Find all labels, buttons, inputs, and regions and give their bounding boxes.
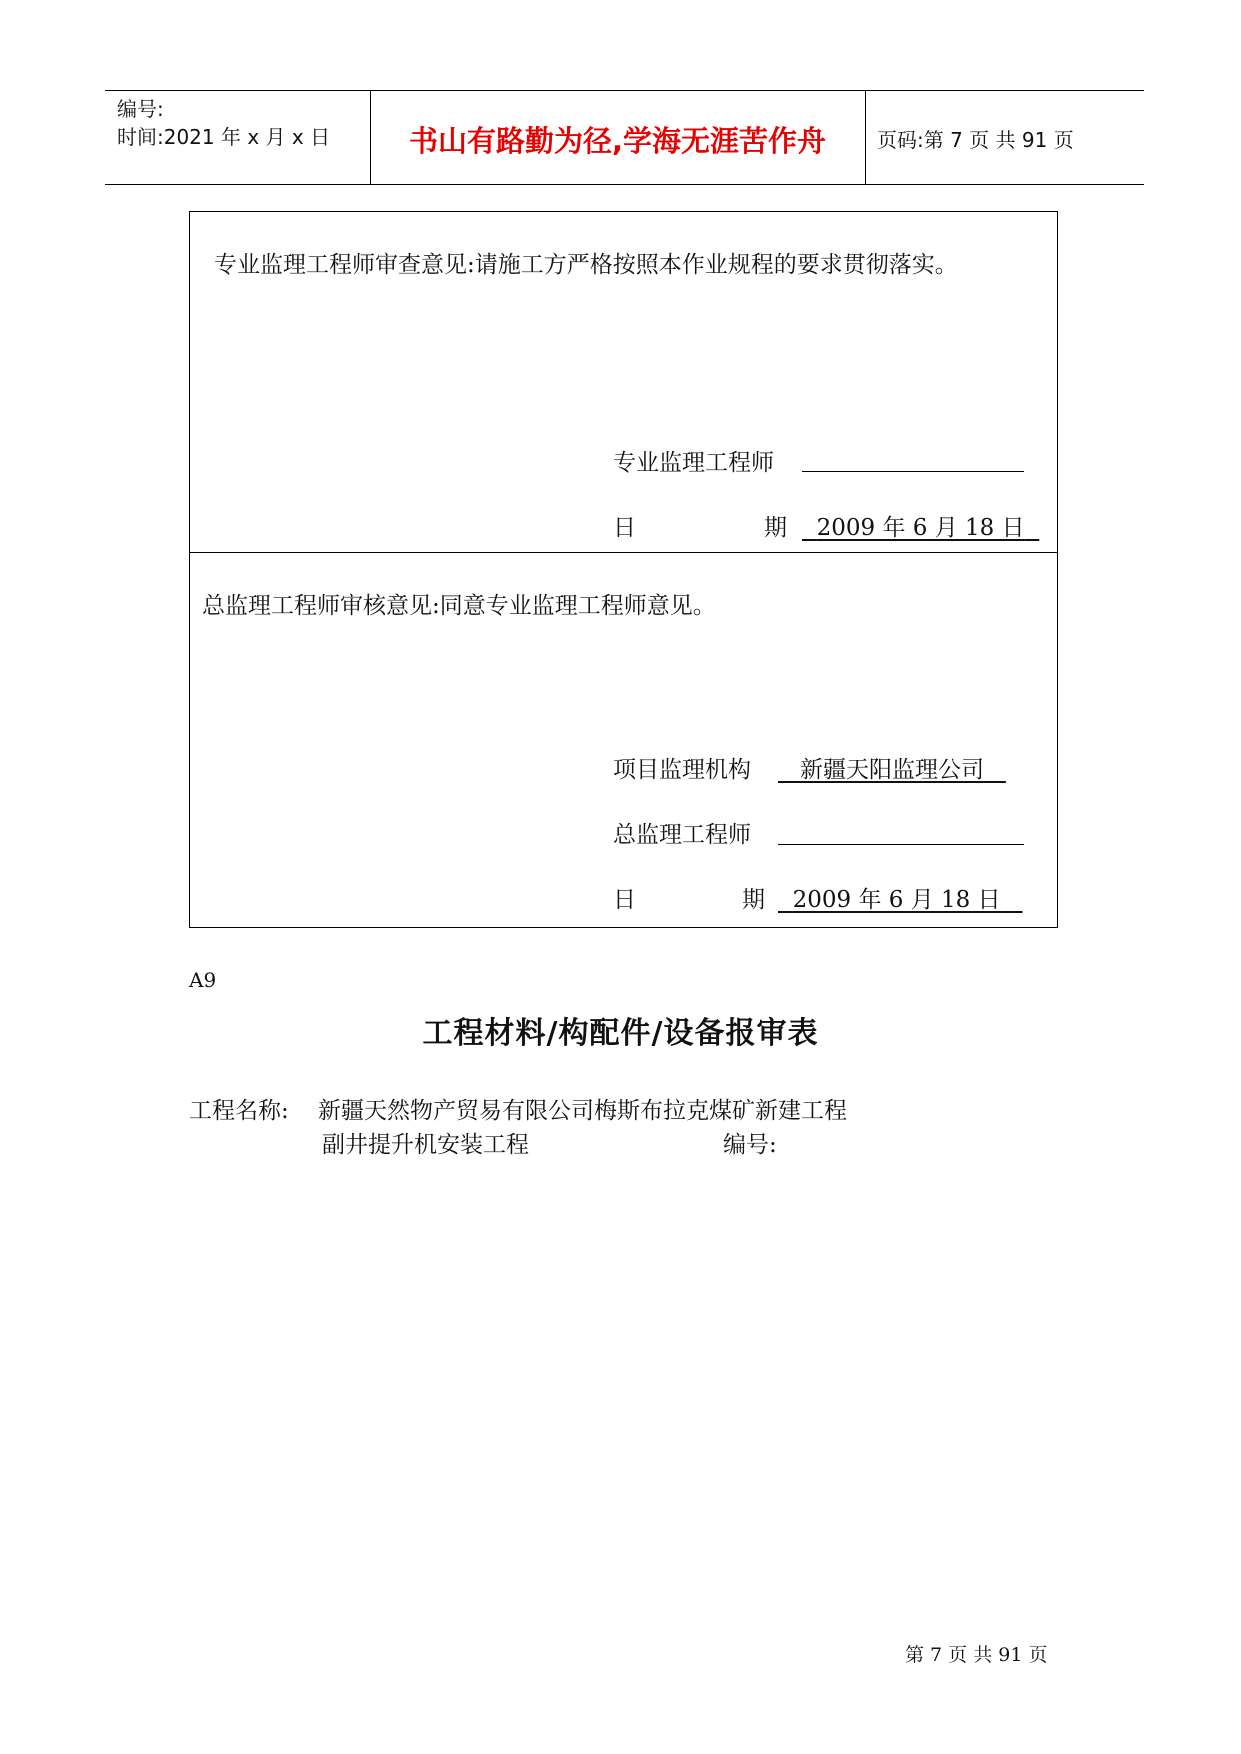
chief-date-label-ri: 日: [613, 887, 636, 913]
project-name-line1: 新疆天然物产贸易有限公司梅斯布拉克煤矿新建工程: [318, 1098, 847, 1124]
form-serial-label: 编号:: [723, 1132, 777, 1158]
chief-review-box: [189, 552, 1058, 928]
engineer-review-box: [189, 211, 1058, 553]
motto-text: 书山有路勤为径,学海无涯苦作舟: [408, 124, 827, 158]
org-value: [778, 751, 1006, 784]
page-header: [105, 90, 1144, 185]
chief-signature-label: 总监理工程师: [613, 822, 751, 848]
chief-date-label-qi: 期: [742, 887, 765, 913]
form-code: A9: [189, 968, 217, 992]
header-meta-cell: [105, 91, 371, 184]
engineer-signature-line: [802, 471, 1024, 472]
header-motto-cell: [370, 91, 866, 184]
date-label-qi: 期: [764, 515, 787, 541]
time-label: 时间:2021 年 x 月 x 日: [117, 125, 331, 149]
chief-date-text: 2009 年 6 月 18 日: [792, 887, 1001, 913]
org-label: 项目监理机构: [613, 757, 751, 783]
engineer-opinion: 专业监理工程师审查意见:请施工方严格按照本作业规程的要求贯彻落实。: [214, 252, 958, 278]
project-name-line2: 副井提升机安装工程: [322, 1132, 529, 1158]
org-value-text: 新疆天阳监理公司: [799, 757, 984, 783]
chief-date-value: [778, 881, 1023, 914]
project-label: 工程名称:: [189, 1098, 289, 1124]
serial-label: 编号:: [117, 97, 164, 121]
chief-signature-line: [778, 844, 1024, 845]
engineer-signature-label: 专业监理工程师: [613, 450, 774, 476]
date-label-ri: 日: [613, 515, 636, 541]
engineer-date-text: 2009 年 6 月 18 日: [816, 515, 1025, 541]
chief-opinion: 总监理工程师审核意见:同意专业监理工程师意见。: [202, 593, 716, 619]
form-title: 工程材料/构配件/设备报审表: [422, 1016, 819, 1051]
page-footer: 第 7 页 共 91 页: [905, 1644, 1048, 1666]
header-page-cell: [865, 91, 1144, 184]
engineer-date-value: [802, 509, 1039, 542]
page-info: 页码:第 7 页 共 91 页: [877, 128, 1074, 152]
